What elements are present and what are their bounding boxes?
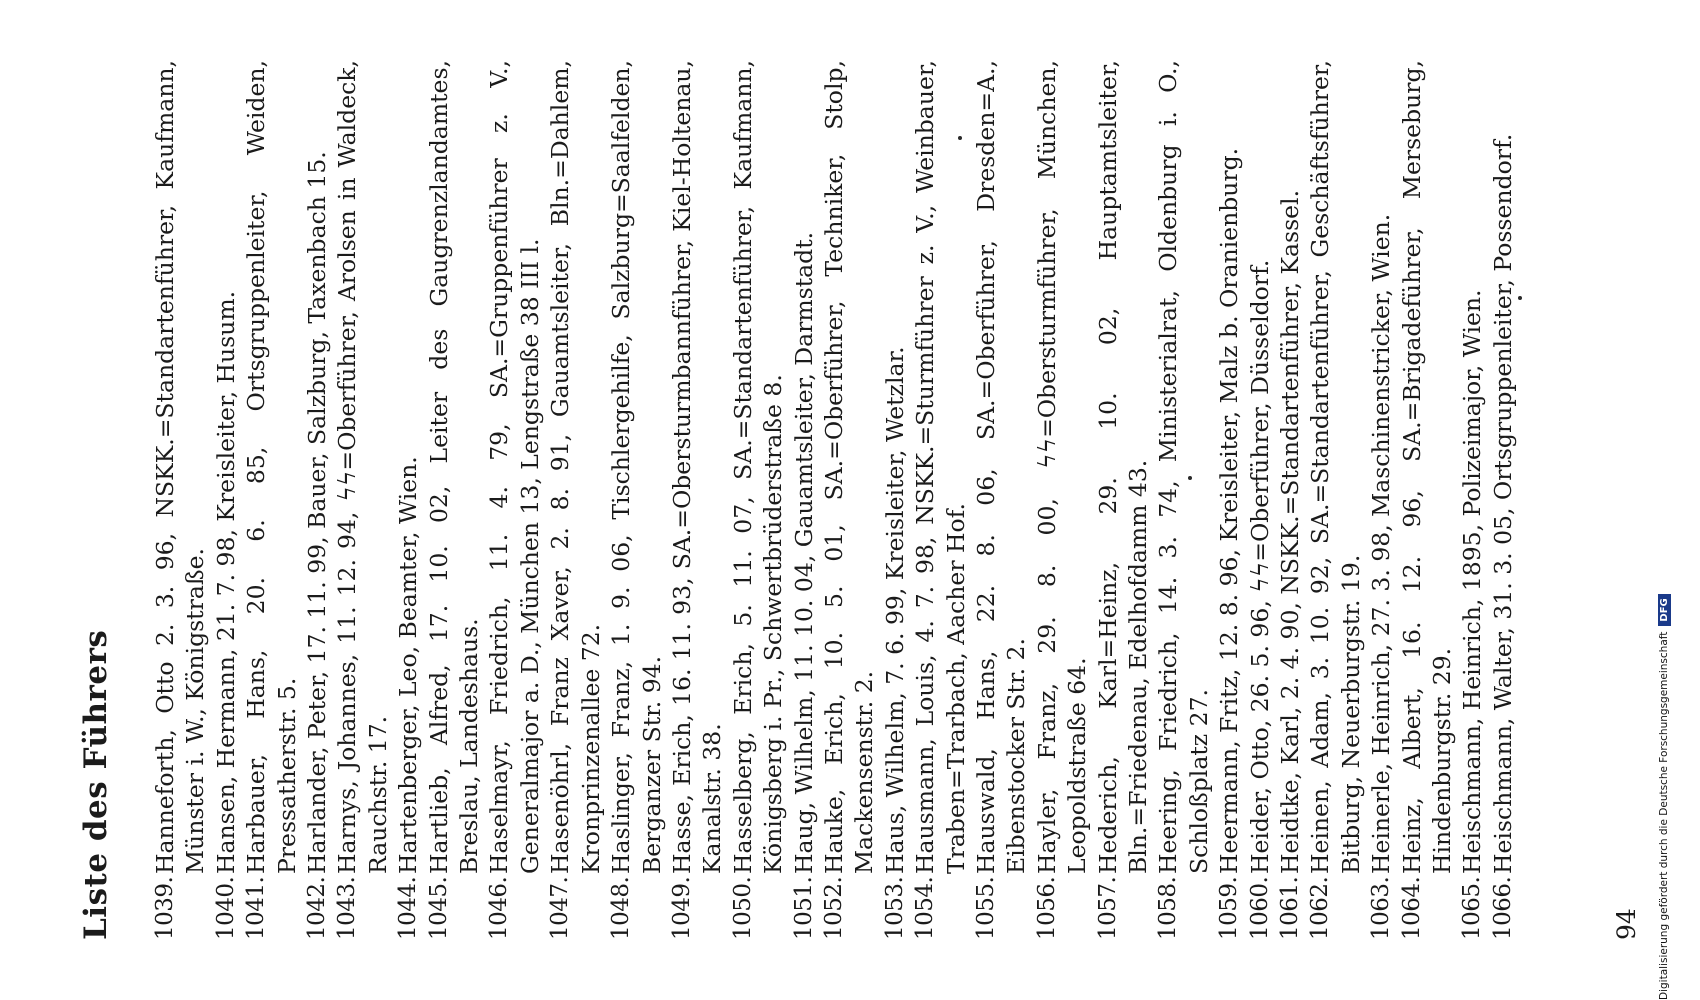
- credit-text: Digitalisierung gefördert durch die Deutsche Forschungsgemeinschaft: [1658, 631, 1670, 1000]
- entry-text: Heidtke, Karl, 2. 4. 90, NSKK.=Standartenführer, Kassel.: [1276, 189, 1305, 874]
- entry-list: [150, 60, 1518, 940]
- entry-text: Heischmann, Walter, 31. 3. 05, Ortsgruppenleiter, Possendorf.: [1488, 133, 1517, 874]
- entry-text: Hasselberg, Erich, 5. 11. 07, SA.=Standartenführer, Kaufmann, Königsberg i. Pr., Schwertbrüderstraße 8.: [728, 60, 788, 874]
- list-item: [1093, 60, 1154, 940]
- entry-number: 1054.: [912, 876, 939, 940]
- entry-number: 1061.: [1277, 876, 1304, 940]
- list-item: [789, 60, 819, 940]
- list-item: [1153, 60, 1214, 940]
- entry-number: 1055.: [972, 876, 999, 940]
- list-item: [1245, 60, 1275, 940]
- entry-number: 1064.: [1398, 876, 1425, 940]
- entry-number: 1051.: [790, 876, 817, 940]
- entry-text: Haslinger, Franz, 1. 9. 06, Tischlergehilfe, Salzburg=Saalfelden, Berganzer Str. 94.: [607, 60, 666, 874]
- dfg-logo: DFG: [1658, 594, 1671, 625]
- list-item: [1275, 60, 1305, 940]
- entry-text: Heering, Friedrich, 14. 3. 74, Ministerialrat, Oldenburg i. O., Schloßplatz 27.: [1154, 60, 1213, 874]
- entry-text: Heinen, Adam, 3. 10. 92, SA.=Standartenführer, Geschäftsführer, Bitburg, Neuerburgstr. 19.: [1306, 60, 1365, 874]
- entry-text: Hasenöhrl, Franz Xaver, 2. 8. 91, Gauamtsleiter, Bln.=Dahlem, Kronprinzenallee 72.: [546, 60, 605, 874]
- entry-text: Harbauer, Hans, 20. 6. 85, Ortsgruppenleiter, Weiden, Pressatherstr. 5.: [242, 60, 301, 874]
- entry-text: Hartenberger, Leo, Beamter, Wien.: [394, 456, 423, 874]
- entry-number: 1065.: [1459, 876, 1486, 940]
- list-item: [1457, 60, 1487, 940]
- entry-number: 1039.: [152, 876, 178, 940]
- entry-number: 1043.: [334, 876, 361, 940]
- list-item: [150, 60, 211, 940]
- entry-text: Haus, Wilhelm, 7. 6. 99, Kreisleiter, Wetzlar.: [880, 346, 909, 874]
- print-speck: [1518, 296, 1522, 300]
- entry-number: 1044.: [395, 876, 422, 940]
- entry-number: 1041.: [243, 876, 270, 940]
- list-item: [880, 60, 910, 940]
- list-item: [728, 60, 789, 940]
- entry-text: Hauke, Erich, 10. 5. 01, SA.=Oberführer, Techniker, Stolp, Mackensenstr. 2.: [819, 60, 879, 874]
- entry-number: 1063.: [1368, 876, 1395, 940]
- entry-number: 1060.: [1246, 876, 1273, 940]
- list-item: [302, 60, 332, 940]
- entry-text: Heinerle, Heinrich, 27. 3. 98, Maschinenstricker, Wien.: [1367, 213, 1396, 874]
- entry-text: Harnys, Johannes, 11. 12. 94, ϟϟ=Oberführer, Arolsen in Waldeck, Rauchstr. 17.: [333, 60, 392, 874]
- list-item: [1397, 60, 1458, 940]
- list-item: [1032, 60, 1093, 940]
- entry-number: 1057.: [1094, 876, 1121, 940]
- entry-number: 1045.: [425, 876, 452, 940]
- entry-number: 1047.: [547, 876, 574, 940]
- list-item: [606, 60, 667, 940]
- entry-text: Hasse, Erich, 16. 11. 93, SA.=Obersturmbannführer, Kiel-Holtenau, Kanalstr. 38.: [667, 60, 727, 874]
- list-item: [211, 60, 241, 940]
- entry-number: 1058.: [1155, 876, 1182, 940]
- list-item: [819, 60, 880, 940]
- list-item: [1305, 60, 1366, 940]
- entry-text: Heider, Otto, 26. 5. 96, ϟϟ=Oberführer, Düsseldorf.: [1245, 259, 1274, 874]
- list-item: [1488, 60, 1518, 940]
- entry-text: Hausmann, Louis, 4. 7. 98, NSKK.=Sturmführer z. V., Weinbauer, Traben=Trarbach, Aacher Hof.: [911, 60, 970, 874]
- entry-text: Hansen, Hermann, 21. 7. 98, Kreisleiter, Husum.: [211, 290, 240, 874]
- list-item: [1366, 60, 1396, 940]
- list-item: [393, 60, 423, 940]
- entry-number: 1053.: [881, 876, 908, 940]
- list-item: [545, 60, 606, 940]
- list-item: [484, 60, 545, 940]
- entry-text: Heinz, Albert, 16. 12. 96, SA.=Brigadeführer, Merseburg, Hindenburgstr. 29.: [1397, 60, 1457, 874]
- entry-number: 1050.: [729, 876, 756, 940]
- list-item: [332, 60, 393, 940]
- entry-text: Heermann, Fritz, 12. 8. 96, Kreisleiter, Malz b. Oranienburg.: [1215, 147, 1244, 874]
- print-speck: [958, 136, 962, 140]
- list-item: [424, 60, 485, 940]
- list-item: [971, 60, 1032, 940]
- page-title: Liste des Führers: [78, 629, 114, 940]
- entry-text: Haug, Wilhelm, 11. 10. 04, Gauamtsleiter, Darmstadt.: [789, 231, 818, 874]
- list-item: [667, 60, 728, 940]
- entry-text: Hauswald, Hans, 22. 8. 06, SA.=Oberführer, Dresden=A., Eibenstocker Str. 2.: [971, 60, 1031, 874]
- entry-number: 1049.: [668, 876, 695, 940]
- entry-number: 1056.: [1033, 876, 1060, 940]
- entry-number: 1048.: [608, 876, 635, 940]
- entry-text: Heischmann, Heinrich, 1895, Polizeimajor, Wien.: [1458, 289, 1487, 874]
- print-speck: [1188, 476, 1192, 480]
- digitization-credit: [1658, 0, 1671, 1000]
- entry-text: Hartlieb, Alfred, 17. 10. 02, Leiter des Gaugrenzlandamtes, Breslau, Landeshaus.: [424, 60, 484, 874]
- entry-text: Hayler, Franz, 29. 8. 00, ϟϟ=Obersturmführer, München, Leopoldstraße 64.: [1032, 60, 1092, 874]
- entry-text: Hederich, Karl=Heinz, 29. 10. 02, Hauptamtsleiter, Bln.=Friedenau, Edelhofdamm 43.: [1093, 60, 1152, 874]
- entry-number: 1046.: [486, 876, 513, 940]
- entry-number: 1052.: [820, 876, 847, 940]
- entry-number: 1062.: [1307, 876, 1334, 940]
- entry-text: Harlander, Peter, 17. 11. 99, Bauer, Salzburg, Taxenbach 15.: [303, 151, 332, 874]
- entry-number: 1040.: [212, 876, 239, 940]
- entry-text: Haselmayr, Friedrich, 11. 4. 79, SA.=Gruppenführer z. V., Generalmajor a. D., München 13, Lengstraße 38 III l.: [485, 60, 544, 874]
- entry-text: Hanneforth, Otto 2. 3. 96, NSKK.=Standartenführer, Kaufmann, Münster i. W., Königstraße.: [151, 60, 210, 874]
- list-item: [1214, 60, 1244, 940]
- entry-number: 1066.: [1489, 876, 1516, 940]
- page-number: 94: [1612, 908, 1641, 940]
- list-item: [910, 60, 971, 940]
- entry-number: 1059.: [1216, 876, 1243, 940]
- entry-number: 1042.: [304, 876, 331, 940]
- list-item: [241, 60, 302, 940]
